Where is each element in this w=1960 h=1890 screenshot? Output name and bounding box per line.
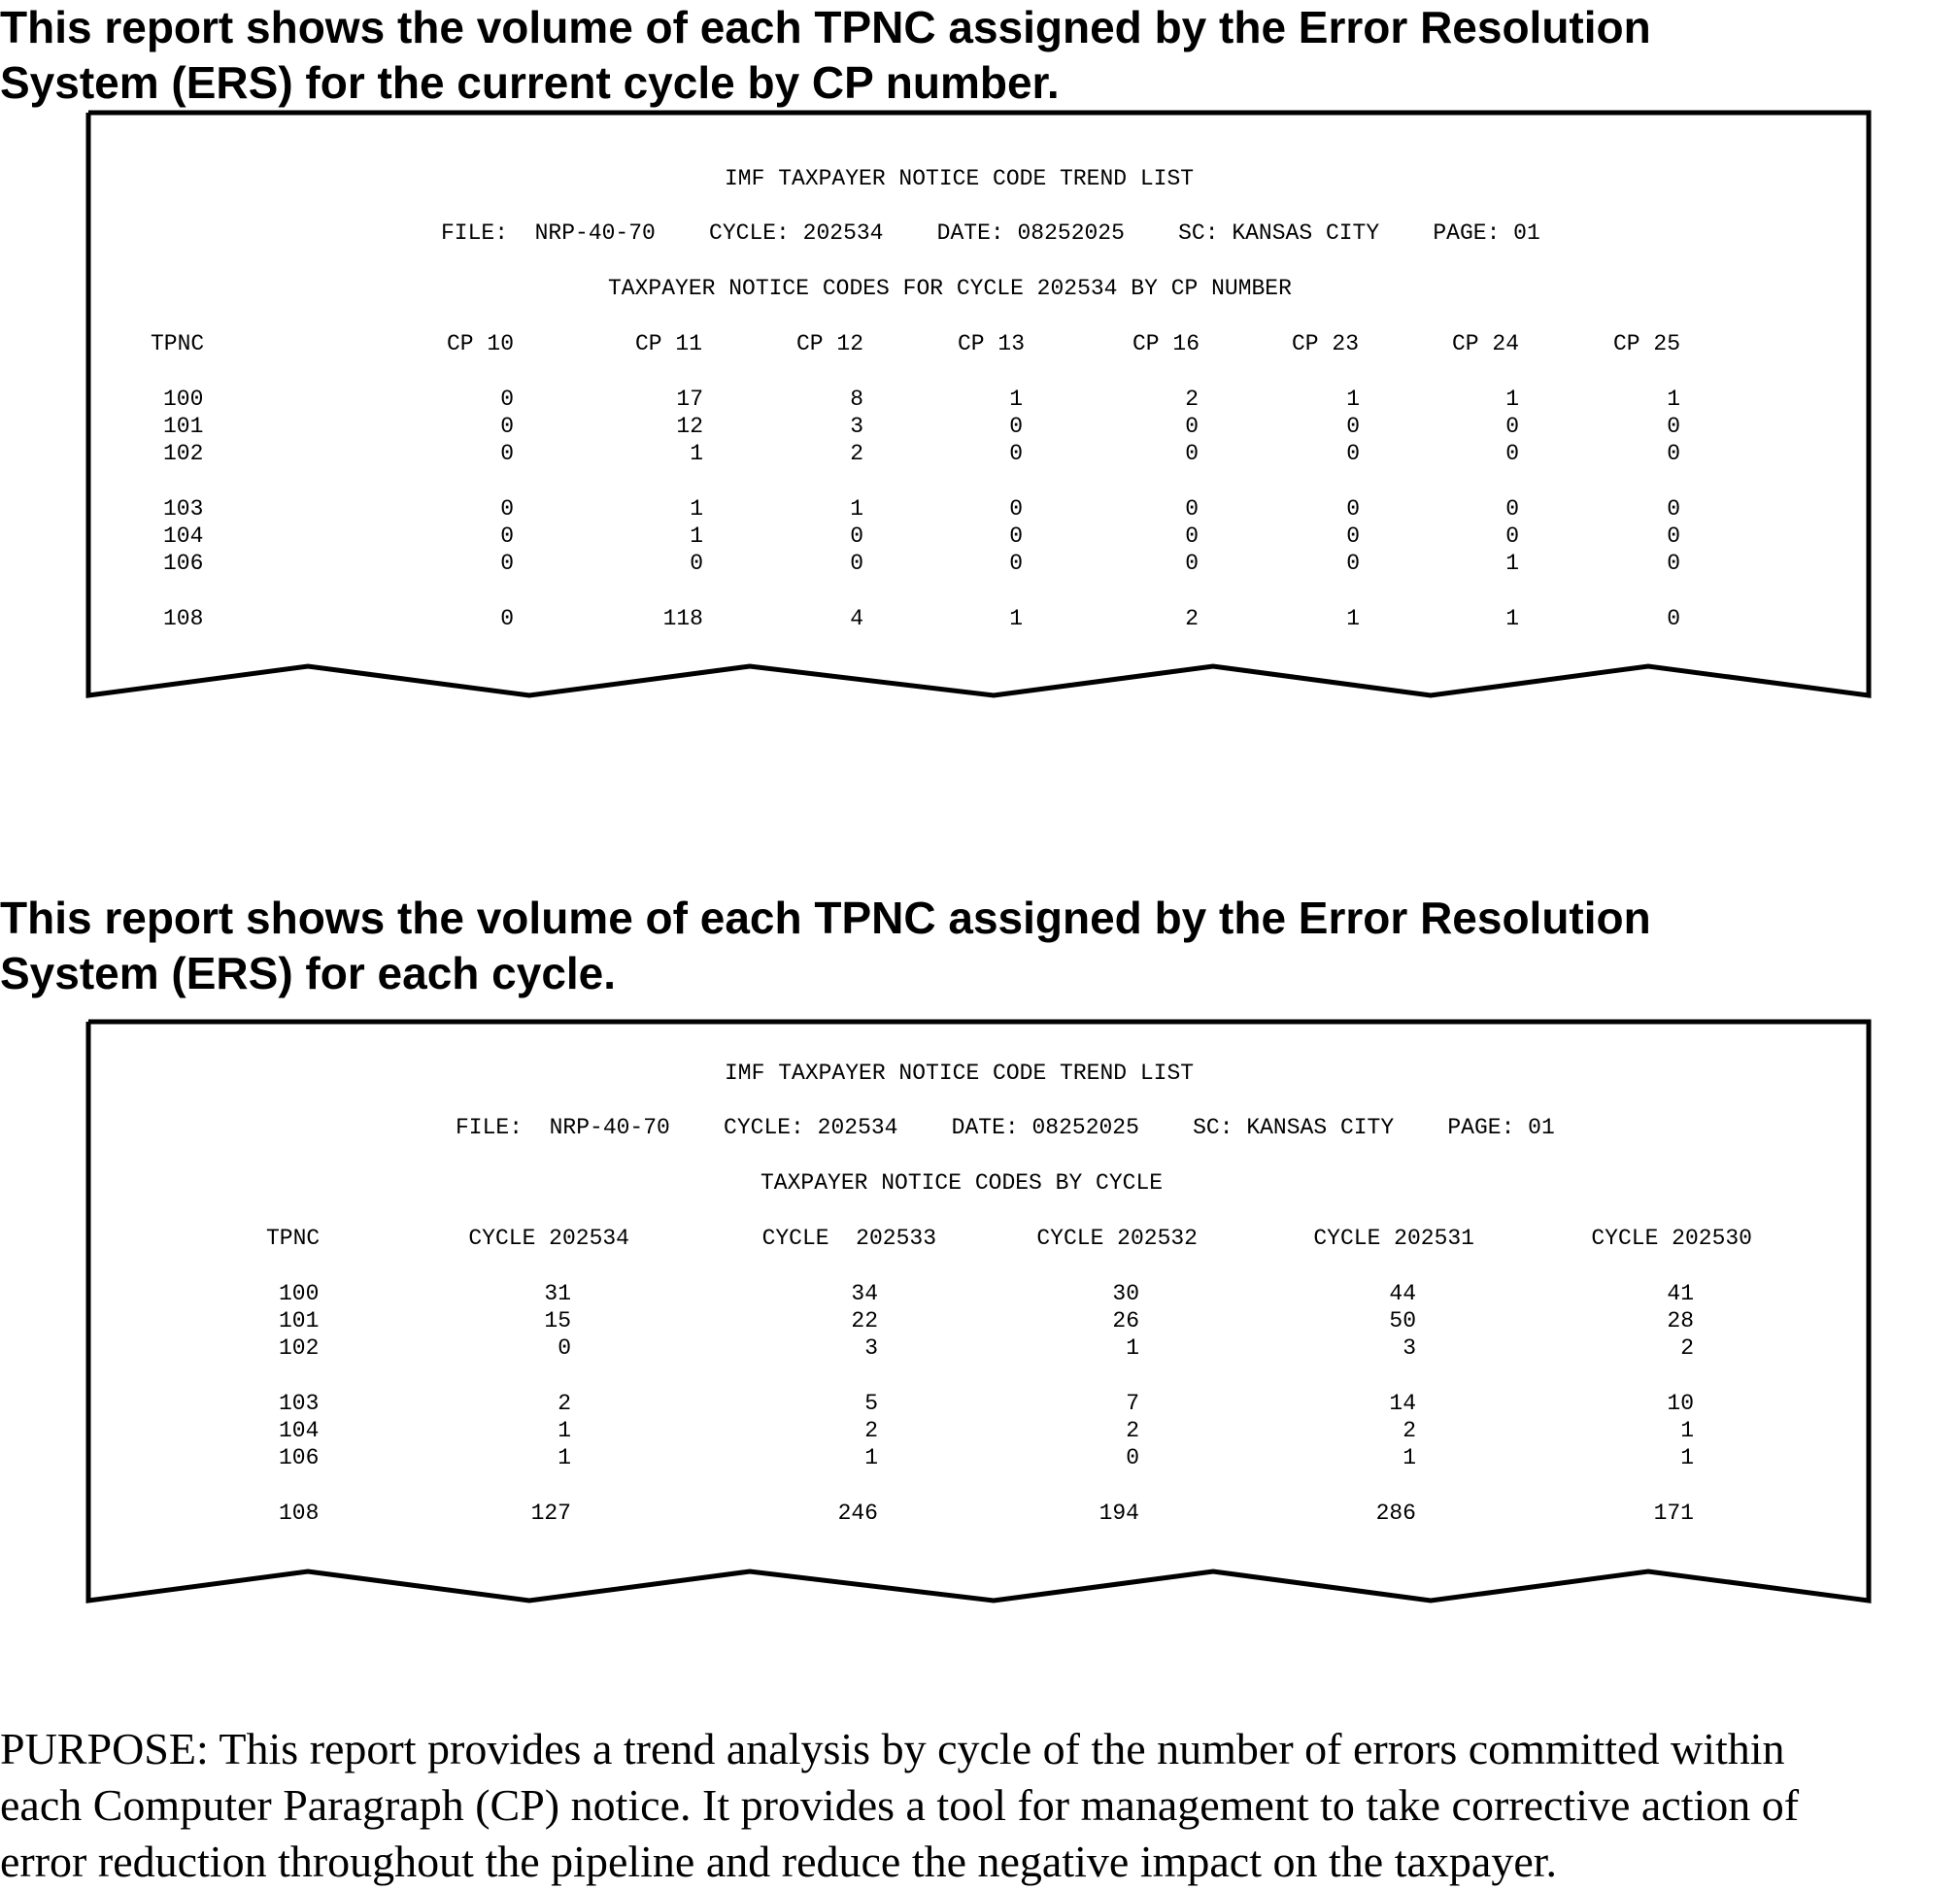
report-1-description — [0, 0, 1904, 111]
report_2-col-header: CYCLE 202532 — [1036, 1226, 1198, 1251]
report_1-cell: 0 — [500, 387, 514, 412]
report_2-row-tpnc: 102 — [279, 1335, 320, 1361]
report_1-cell: 118 — [662, 606, 703, 631]
report_2-row-tpnc: 100 — [279, 1281, 320, 1306]
report_1-cell: 0 — [1185, 551, 1199, 576]
report_1-cell: 1 — [690, 496, 703, 522]
report_2-cell: 3 — [1402, 1335, 1416, 1361]
report_1-col-header: CP 23 — [1291, 331, 1359, 356]
report_2-cell: 1 — [1126, 1335, 1139, 1361]
report_2-cell: 286 — [1375, 1501, 1416, 1526]
report_1-cell: 0 — [1009, 523, 1023, 549]
report-2-file-info: FILE: NRP-40-70 CYCLE: 202534 DATE: 08252025 SC: KANSAS CITY PAGE: 01 — [456, 1115, 1555, 1140]
report_2-cell: 2 — [1402, 1418, 1416, 1443]
report_1-col-header: CP 10 — [446, 331, 514, 356]
report_1-cell: 0 — [1185, 414, 1199, 439]
report_2-cell: 1 — [558, 1418, 571, 1443]
report_1-cell: 1 — [1009, 606, 1023, 631]
report_2-cell: 0 — [558, 1335, 571, 1361]
report_2-cell: 1 — [1680, 1418, 1694, 1443]
report-2-description-line-2: System (ERS) for each cycle. — [0, 948, 617, 998]
report_1-cell: 0 — [1009, 551, 1023, 576]
report_2-cell: 127 — [530, 1501, 571, 1526]
report_1-cell: 0 — [1346, 551, 1360, 576]
report_2-cell: 14 — [1389, 1391, 1416, 1416]
report_1-row-tpnc: 103 — [163, 496, 204, 522]
report_2-cell: 31 — [544, 1281, 571, 1306]
report_1-cell: 1 — [1667, 387, 1680, 412]
report_2-col-header: CYCLE 202531 — [1313, 1226, 1474, 1251]
report_1-cell: 0 — [1667, 441, 1680, 466]
report_1-row-tpnc: 106 — [163, 551, 204, 576]
report_2-col-header: CYCLE 202530 — [1591, 1226, 1752, 1251]
report-2-printout — [0, 1001, 1960, 1603]
report_1-cell: 1 — [690, 523, 703, 549]
report-1-printout — [0, 109, 1960, 711]
report_2-cell: 10 — [1667, 1391, 1694, 1416]
report_1-cell: 0 — [1009, 441, 1023, 466]
report_1-col-header: CP 11 — [634, 331, 702, 356]
report_2-col-header: CYCLE 202534 — [468, 1226, 629, 1251]
report_1-col-header: CP 24 — [1451, 331, 1519, 356]
report_1-cell: 2 — [1185, 606, 1199, 631]
report_1-cell: 0 — [500, 414, 514, 439]
report_1-cell: 0 — [1505, 523, 1519, 549]
report_1-cell: 1 — [1505, 551, 1519, 576]
report_2-row-tpnc: 104 — [279, 1418, 320, 1443]
report-2-title: IMF TAXPAYER NOTICE CODE TREND LIST — [725, 1061, 1195, 1086]
report_2-row-tpnc: 108 — [279, 1501, 320, 1526]
report_2-cell: 7 — [1126, 1391, 1139, 1416]
report_2-cell: 5 — [864, 1391, 878, 1416]
report_2-cell: 0 — [1126, 1445, 1139, 1470]
report_1-cell: 1 — [1346, 387, 1360, 412]
report_2-cell: 28 — [1667, 1308, 1694, 1333]
report_2-row-tpnc: 106 — [279, 1445, 320, 1470]
report_2-cell: 15 — [544, 1308, 571, 1333]
report_1-cell: 1 — [1505, 606, 1519, 631]
report_1-cell: 1 — [1346, 606, 1360, 631]
report_2-cell: 34 — [851, 1281, 878, 1306]
report-1-row-header: TPNC — [151, 331, 205, 356]
report_2-cell: 1 — [558, 1445, 571, 1470]
report_1-cell: 0 — [1185, 441, 1199, 466]
report_2-col-header: CYCLE 202533 — [761, 1226, 936, 1251]
report_1-cell: 0 — [500, 523, 514, 549]
report_2-cell: 50 — [1389, 1308, 1416, 1333]
report-1-description-line-2: System (ERS) for the current cycle by CP number. — [0, 57, 1060, 108]
report_1-cell: 1 — [1505, 387, 1519, 412]
purpose-line-2: each Computer Paragraph (CP) notice. It provides a tool for management to take corrective action of — [0, 1780, 1800, 1830]
report_2-cell: 2 — [1126, 1418, 1139, 1443]
report_2-cell: 194 — [1098, 1501, 1139, 1526]
report_2-cell: 2 — [864, 1418, 878, 1443]
report_1-cell: 12 — [676, 414, 703, 439]
report_1-cell: 0 — [500, 551, 514, 576]
report_1-cell: 3 — [850, 414, 863, 439]
report-2-description-line-1: This report shows the volume of each TPNC assigned by the Error Resolution — [0, 893, 1651, 943]
report_2-cell: 246 — [837, 1501, 878, 1526]
report_1-cell: 0 — [1667, 606, 1680, 631]
report_1-row-tpnc: 104 — [163, 523, 204, 549]
report_1-cell: 1 — [850, 496, 863, 522]
report_1-cell: 8 — [850, 387, 863, 412]
report-2-subtitle: TAXPAYER NOTICE CODES BY CYCLE — [760, 1170, 1164, 1196]
report_2-cell: 26 — [1112, 1308, 1139, 1333]
report_1-col-header: CP 12 — [795, 331, 863, 356]
report_1-row-tpnc: 101 — [163, 414, 204, 439]
report_1-cell: 1 — [1009, 387, 1023, 412]
report_1-cell: 0 — [500, 606, 514, 631]
report_1-cell: 0 — [1346, 496, 1360, 522]
report_1-cell: 0 — [1667, 523, 1680, 549]
report-2-row-header: TPNC — [266, 1226, 321, 1251]
report_1-cell: 0 — [850, 523, 863, 549]
report_1-row-tpnc: 108 — [163, 606, 204, 631]
report_1-cell: 2 — [850, 441, 863, 466]
report_1-cell: 1 — [690, 441, 703, 466]
report_2-cell: 1 — [1402, 1445, 1416, 1470]
report_2-cell: 22 — [851, 1308, 878, 1333]
report_1-cell: 17 — [676, 387, 703, 412]
report-1-description-line-1: This report shows the volume of each TPNC assigned by the Error Resolution — [0, 2, 1651, 52]
report_1-cell: 0 — [1185, 523, 1199, 549]
report_1-cell: 0 — [1505, 441, 1519, 466]
report_2-row-tpnc: 103 — [279, 1391, 320, 1416]
report_1-cell: 0 — [1185, 496, 1199, 522]
report_1-cell: 2 — [1185, 387, 1199, 412]
report_2-cell: 1 — [1680, 1445, 1694, 1470]
report_1-cell: 0 — [1505, 496, 1519, 522]
report_2-cell: 3 — [864, 1335, 878, 1361]
report_1-cell: 0 — [1346, 414, 1360, 439]
report-1-title: IMF TAXPAYER NOTICE CODE TREND LIST — [725, 166, 1195, 191]
report-1-file-info: FILE: NRP-40-70 CYCLE: 202534 DATE: 08252025 SC: KANSAS CITY PAGE: 01 — [441, 220, 1540, 246]
report-1-subtitle: TAXPAYER NOTICE CODES FOR CYCLE 202534 BY CP NUMBER — [608, 276, 1292, 301]
report_2-cell: 44 — [1389, 1281, 1416, 1306]
report_1-cell: 0 — [1505, 414, 1519, 439]
report_1-cell: 0 — [500, 441, 514, 466]
report_1-cell: 4 — [850, 606, 863, 631]
report_2-cell: 2 — [558, 1391, 571, 1416]
report_2-cell: 30 — [1112, 1281, 1139, 1306]
report_1-row-tpnc: 100 — [163, 387, 204, 412]
report_1-cell: 0 — [500, 496, 514, 522]
report_1-col-header: CP 25 — [1612, 331, 1680, 356]
report_1-cell: 0 — [1009, 414, 1023, 439]
report_1-cell: 0 — [1667, 414, 1680, 439]
report_1-cell: 0 — [1667, 551, 1680, 576]
purpose-line-1: PURPOSE: This report provides a trend analysis by cycle of the number of errors committed within — [0, 1724, 1785, 1773]
report_1-cell: 0 — [1346, 523, 1360, 549]
report_1-cell: 0 — [1346, 441, 1360, 466]
report_1-cell: 0 — [1667, 496, 1680, 522]
report_1-cell: 0 — [850, 551, 863, 576]
report_2-cell: 1 — [864, 1445, 878, 1470]
report_1-cell: 0 — [1009, 496, 1023, 522]
report-2-description — [0, 891, 1904, 1001]
report_2-cell: 41 — [1667, 1281, 1694, 1306]
report_2-row-tpnc: 101 — [279, 1308, 320, 1333]
purpose-paragraph — [0, 1721, 1960, 1890]
report_1-col-header: CP 13 — [957, 331, 1025, 356]
report_2-cell: 171 — [1653, 1501, 1694, 1526]
report_1-row-tpnc: 102 — [163, 441, 204, 466]
report_1-cell: 0 — [690, 551, 703, 576]
report_1-col-header: CP 16 — [1132, 331, 1200, 356]
report_2-cell: 2 — [1680, 1335, 1694, 1361]
purpose-line-3: error reduction throughout the pipeline and reduce the negative impact on the taxpayer. — [0, 1837, 1558, 1886]
